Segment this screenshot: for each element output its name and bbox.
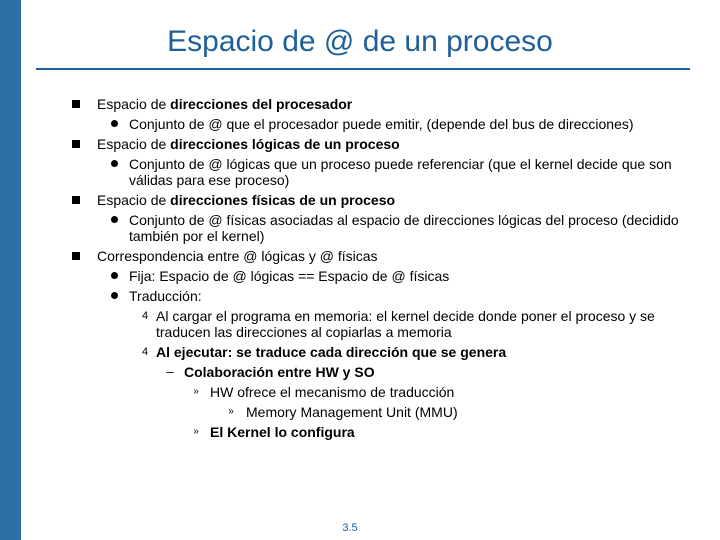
triangle-bullet-icon: 4: [141, 310, 149, 322]
subbullet-fixed-mapping: [0, 268, 720, 284]
bullet-text: El Kernel lo configura: [210, 424, 355, 440]
subbullet-kernel-configures: [0, 424, 720, 440]
square-bullet-icon: [72, 252, 80, 260]
bullet-text: Conjunto de @ físicas asociadas al espacio de direcciones lógicas del proceso (decidido también por el kernel): [129, 212, 679, 244]
bullet-text-bold: direcciones del procesador: [170, 96, 353, 112]
square-bullet-icon: [72, 100, 80, 108]
subbullet-physical-address-set: [0, 212, 720, 244]
subbullet-translation-at-runtime: [0, 344, 720, 360]
bullet-text-prefix: Espacio de: [97, 96, 171, 112]
bullet-physical-address-space: [0, 192, 720, 208]
chevron-bullet-icon: »: [193, 386, 199, 397]
bullet-text: HW ofrece el mecanismo de traducción: [210, 384, 455, 400]
dot-bullet-icon: [111, 160, 118, 167]
subbullet-translation-at-load: [0, 308, 720, 340]
dot-bullet-icon: [111, 292, 118, 299]
slide-title: Espacio de @ de un proceso: [167, 25, 553, 58]
bullet-text: Traducción:: [129, 288, 202, 304]
bullet-text-prefix: Espacio de: [97, 136, 171, 152]
subbullet-hw-os-collaboration: [0, 364, 720, 380]
bullet-list: [0, 96, 720, 444]
dot-bullet-icon: [111, 272, 118, 279]
dash-bullet-icon: –: [166, 364, 174, 379]
bullet-address-mapping: [0, 248, 720, 264]
bullet-text: Conjunto de @ que el procesador puede emitir, (depende del bus de direcciones): [129, 116, 634, 132]
bullet-text: Correspondencia entre @ lógicas y @ físicas: [97, 248, 378, 264]
subbullet-translation: [0, 288, 720, 304]
bullet-text: Colaboración entre HW y SO: [184, 364, 375, 380]
page-number: 3.5: [342, 522, 358, 534]
square-bullet-icon: [72, 140, 80, 148]
bullet-text: Fija: Espacio de @ lógicas == Espacio de @ físicas: [129, 268, 450, 284]
dot-bullet-icon: [111, 216, 118, 223]
bullet-text-prefix: Espacio de: [97, 192, 171, 208]
bullet-text: Conjunto de @ lógicas que un proceso puede referenciar (que el kernel decide que son válidas para ese proceso): [129, 156, 672, 188]
bullet-processor-address-space: [0, 96, 720, 112]
chevron-bullet-icon: »: [193, 426, 199, 437]
bullet-text-bold: direcciones lógicas de un proceso: [170, 136, 400, 152]
triangle-bullet-icon: 4: [141, 346, 149, 358]
bullet-logical-address-space: [0, 136, 720, 152]
chevron-bullet-icon: »: [228, 406, 234, 417]
bullet-text: Al ejecutar: se traduce cada dirección que se genera: [156, 344, 507, 360]
square-bullet-icon: [72, 196, 80, 204]
bullet-text: Al cargar el programa en memoria: el kernel decide donde poner el proceso y se traducen las direcciones al copiarlas a memoria: [156, 308, 655, 340]
subbullet-hw-mechanism: [0, 384, 720, 400]
subbullet-mmu: [0, 404, 720, 420]
dot-bullet-icon: [111, 120, 118, 127]
bullet-text-bold: direcciones físicas de un proceso: [170, 192, 396, 208]
title-underline: [36, 68, 690, 70]
subbullet-logical-address-set: [0, 156, 720, 188]
bullet-text: Memory Management Unit (MMU): [246, 404, 458, 420]
subbullet-processor-address-set: [0, 116, 720, 132]
